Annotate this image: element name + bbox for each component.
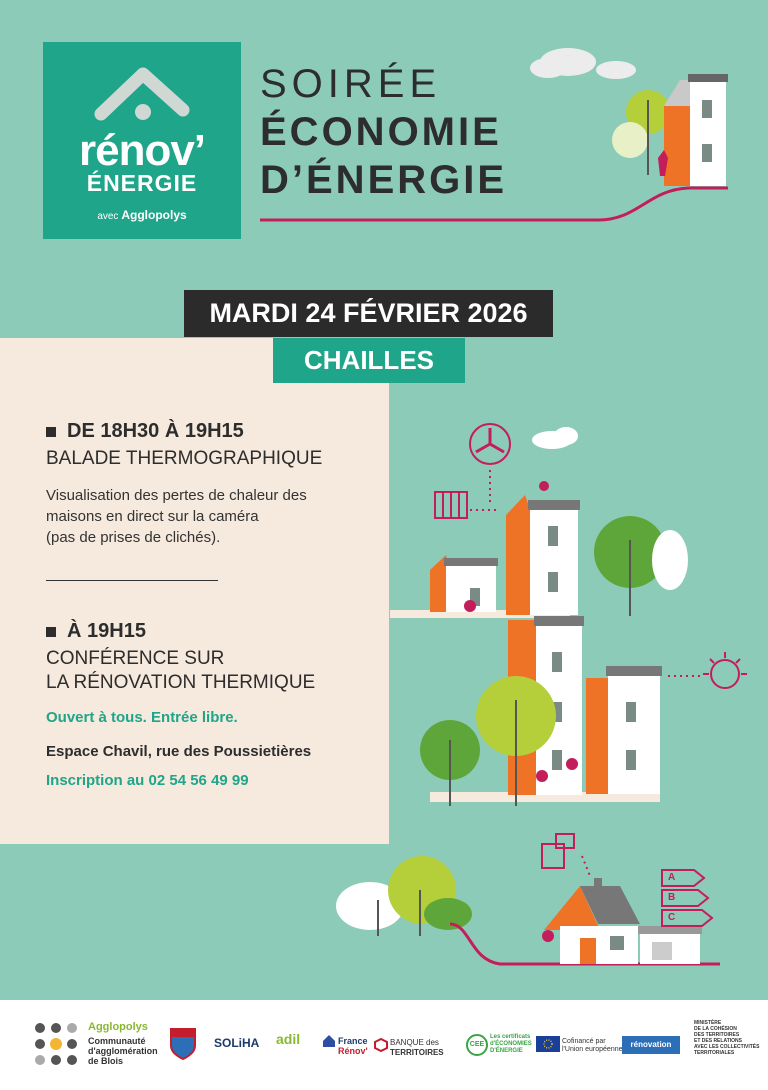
- logo-name: rénov’: [78, 126, 206, 175]
- section1-time: DE 18H30 À 19H15: [67, 420, 244, 442]
- partner-logos-footer: [0, 1000, 768, 1090]
- section2-title-line-1: CONFÉRENCE SUR: [46, 648, 225, 669]
- energy-label-c: C: [668, 912, 676, 923]
- blason-icon: [170, 1028, 196, 1060]
- section-conference: [46, 620, 315, 789]
- adil-logo: adil: [276, 1031, 301, 1047]
- logo-partner: avec Agglopolys: [97, 208, 187, 222]
- town-renovation-illustration: [330, 420, 760, 980]
- soliha-logo: SOLiHA: [214, 1036, 260, 1050]
- bullet-square-icon: [46, 427, 56, 437]
- bullet-square-icon: [46, 627, 56, 637]
- france-renov-logo: France Rénov': [338, 1036, 368, 1056]
- banque-territoires-icon: [374, 1038, 388, 1052]
- event-date: MARDI 24 FÉVRIER 2026: [184, 290, 553, 337]
- eu-cofinance: Cofinancé par l'Union européenne: [562, 1038, 623, 1053]
- renov-energie-logo: [43, 42, 241, 239]
- agglopolys-subtitle: Communauté d'agglomération de Blois: [88, 1036, 158, 1066]
- logo-subtitle: ÉNERGIE: [86, 170, 198, 196]
- title-line-2: ÉCONOMIE: [260, 110, 502, 154]
- section-divider: [46, 580, 218, 581]
- section2-time: À 19H15: [67, 620, 146, 642]
- event-city: CHAILLES: [273, 338, 465, 383]
- section1-description: Visualisation des pertes de chaleur des maisons en direct sur la caméra (pas de prises de clichés).: [46, 487, 307, 546]
- energy-label-b: B: [668, 892, 676, 903]
- radiator-icon: [435, 492, 467, 518]
- house-roof-icon: [93, 56, 193, 126]
- title-line-3: D’ÉNERGIE: [260, 158, 508, 202]
- energy-label-a: A: [668, 872, 676, 883]
- section1-title: BALADE THERMOGRAPHIQUE: [46, 448, 323, 469]
- ministere-logo: MINISTÈRE DE LA COHÉSION DES TERRITOIRES ET DES RELATIONS AVEC LES COLLECTIVITÉS TERRITORIALES: [694, 1020, 760, 1056]
- agglopolys-logo: Agglopolys: [88, 1021, 148, 1033]
- section2-title-line-2: LA RÉNOVATION THERMIQUE: [46, 672, 316, 693]
- eu-flag-icon: [536, 1036, 560, 1052]
- banque-territoires-logo: BANQUE des TERRITOIRES: [390, 1038, 444, 1057]
- signup-phone: Inscription au 02 54 56 49 99: [46, 772, 249, 789]
- section-balade: [46, 420, 322, 548]
- event-address: Espace Chavil, rue des Poussietières: [46, 743, 312, 760]
- renovation-logo: rénovation: [622, 1036, 680, 1054]
- title-line-1: SOIRÉE: [260, 62, 442, 106]
- cee-text: Les certificats d'ÉCONOMIES D'ÉNERGIE: [490, 1034, 532, 1054]
- hillside-house-illustration: [258, 40, 738, 230]
- france-renov-house-icon: [322, 1034, 336, 1048]
- agglopolys-dots-icon: [32, 1020, 80, 1068]
- window-door-icon: [542, 834, 574, 868]
- cee-logo: CEE: [466, 1034, 488, 1056]
- ventilation-icon: [470, 424, 510, 464]
- open-to-all: Ouvert à tous. Entrée libre.: [46, 709, 238, 726]
- heat-icon: [703, 652, 747, 688]
